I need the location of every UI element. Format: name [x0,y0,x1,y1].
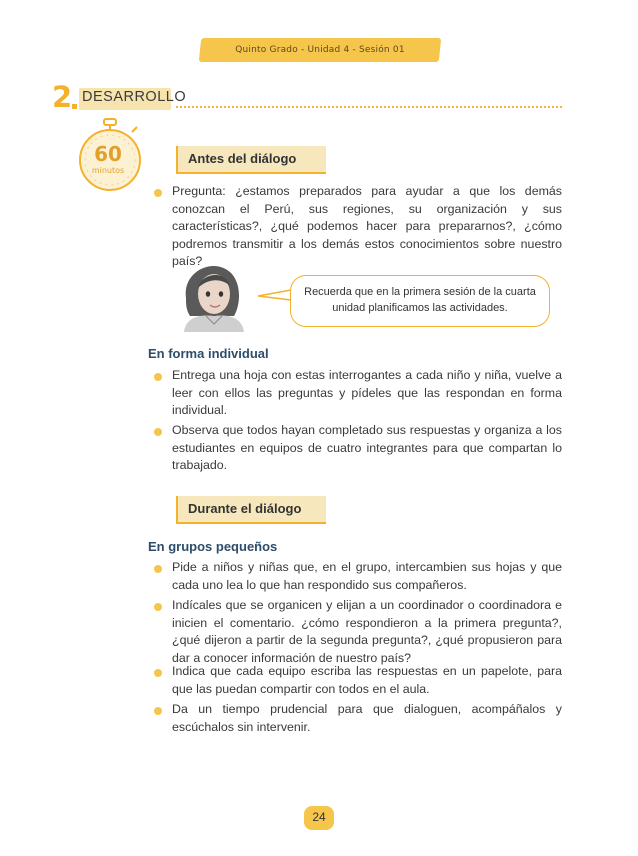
grupos-heading: En grupos pequeños [148,539,278,554]
durante-heading-text: Durante el diálogo [188,501,302,516]
grupos-bullet-4: Da un tiempo prudencial para que dialoguen, acompáñalos y escúchalos sin intervenir. [172,702,562,734]
grupos-bullet-1: Pide a niños y niñas que, en el grupo, intercambien sus hojas y que cada uno lea lo que han respondido sus compañeros. [172,560,562,592]
antes-bullet-1: Pregunta: ¿estamos preparados para ayudar a que los demás conozcan el Perú, sus regiones, su organización y sus características?, ¿qué podemos hacer para prepararnos?, ¿cómo podremos transmitir a los demás estos conocimientos sobre nuestro país? [172,184,562,268]
header-text: Quinto Grado - Unidad 4 - Sesión 01 [235,45,405,55]
individual-heading: En forma individual [148,346,269,361]
grupos-bullet-2: Indícales que se organicen y elijan a un coordinador o coordinadora e inicien el comentario. ¿cómo respondieron a la primera pregunta?, ¿qué dijeron a partir de la segunda pregunta?, ¿qué propusieron para dar a conocer información de nuestro país? [172,598,562,665]
bullet-dot [154,669,162,677]
teacher-illustration [176,258,248,332]
section-title: DESARROLLO [82,89,187,105]
antes-heading [176,146,326,174]
section-divider [176,106,562,108]
bullet-dot [154,189,162,197]
individual-bullet-1: Entrega una hoja con estas interrogantes a cada niño y niña, vuelve a leer con ellos las preguntas y pídeles que las respondan en forma individual. [172,368,562,417]
bullet-dot [154,428,162,436]
timer-label: minutos [91,166,125,175]
page-number: 24 [312,810,326,824]
bullet-dot [154,373,162,381]
timer-value: 60 [94,142,122,166]
bullet-dot [154,707,162,715]
section-number-dot [72,104,77,109]
bullet-dot [154,603,162,611]
durante-heading [176,496,326,524]
antes-heading-text: Antes del diálogo [188,151,297,166]
individual-bullet-2: Observa que todos hayan completado sus respuestas y organiza a los estudiantes en equipos de cuatro integrantes para que compartan lo trabajado. [172,423,562,472]
section-number: 2 [52,80,72,114]
speech-bubble-text: Recuerda que en la primera sesión de la cuarta unidad planificamos las actividades. [304,286,536,314]
grupos-bullet-3: Indica que cada equipo escriba las respuestas en un papelote, para que las puedan compartir con todos en el aula. [172,664,562,696]
bullet-dot [154,565,162,573]
